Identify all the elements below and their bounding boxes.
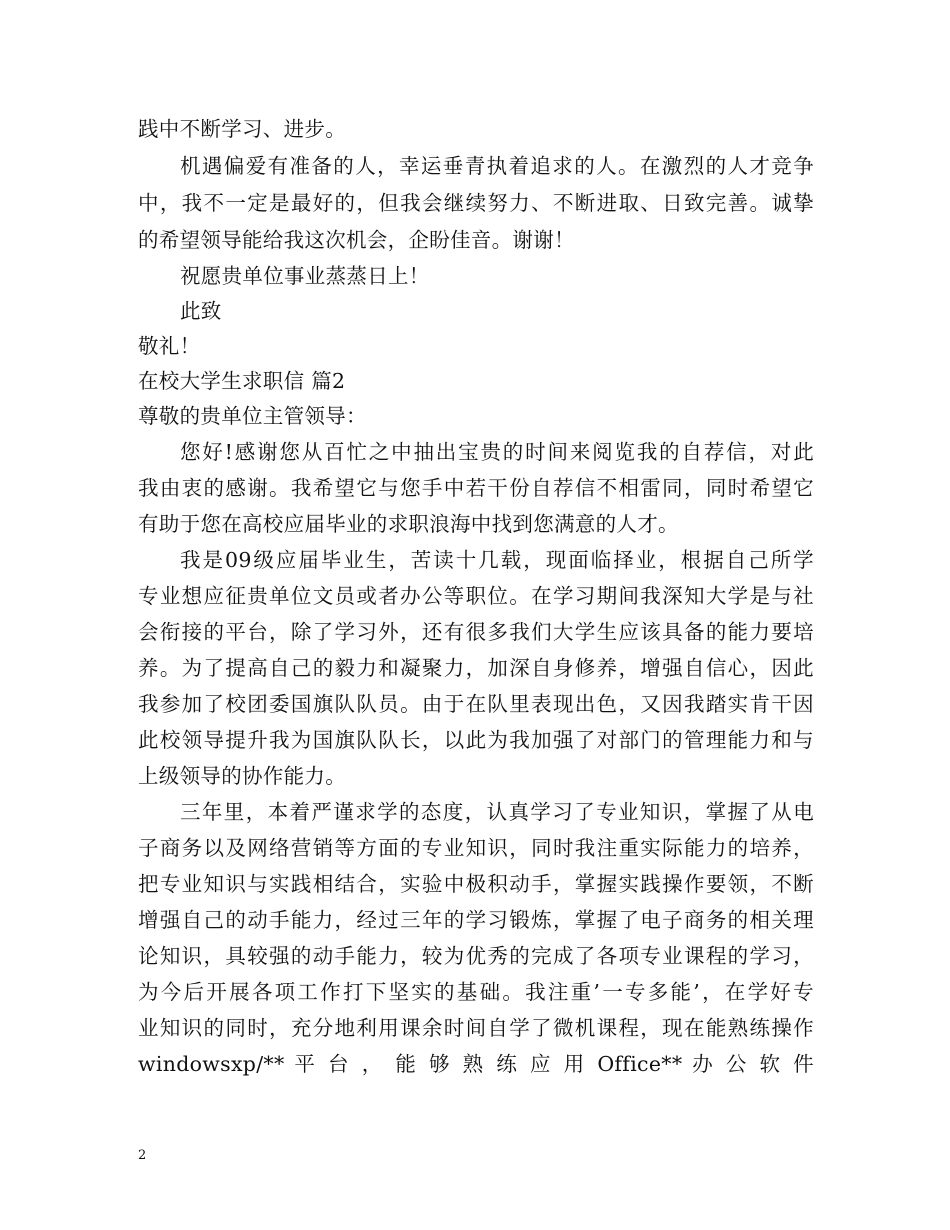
body-line: 此校领导提升我为国旗队队长，以此为我加强了对部门的管理能力和与 — [138, 728, 814, 752]
salutation: 尊敬的贵单位主管领导： — [138, 404, 367, 428]
body-line: 我由衷的感谢。我希望它与您手中若干份自荐信不相雷同，同时希望它 — [138, 476, 814, 500]
paragraph-first-line: 三年里，本着严谨求学的态度，认真学习了专业知识，掌握了从电 — [180, 800, 814, 824]
paragraph-first-line: 机遇偏爱有准备的人，幸运垂青执着追求的人。在激烈的人才竞争 — [180, 154, 814, 178]
body-line: windowsxp/** 平 台 ， 能 够 熟 练 应 用 Office** 办 公 软 件 — [138, 1052, 814, 1076]
closing-cizhi: 此致 — [180, 299, 222, 323]
body-line: 中，我不一定是最好的，但我会继续努力、不断进取、日致完善。诚挚 — [138, 191, 814, 215]
section-heading: 在校大学生求职信 篇2 — [138, 369, 346, 393]
paragraph-first-line: 我是09级应届毕业生，苦读十几载，现面临择业，根据自己所学 — [180, 548, 814, 572]
body-line: 业知识的同时，充分地利用课余时间自学了微机课程，现在能熟练操作 — [138, 1016, 814, 1040]
page-number: 2 — [138, 1148, 147, 1163]
body-line: 增强自己的动手能力，经过三年的学习锻炼，掌握了电子商务的相关理 — [138, 908, 814, 932]
body-line: 会衔接的平台，除了学习外，还有很多我们大学生应该具备的能力要培 — [138, 620, 814, 644]
body-line: 养。为了提高自己的毅力和凝聚力，加深自身修养，增强自信心，因此 — [138, 656, 814, 680]
paragraph-first-line: 您好!感谢您从百忙之中抽出宝贵的时间来阅览我的自荐信，对此 — [180, 440, 814, 464]
body-line: 专业想应征贵单位文员或者办公等职位。在学习期间我深知大学是与社 — [138, 584, 814, 608]
body-line: 上级领导的协作能力。 — [138, 764, 346, 788]
closing-jingli: 敬礼！ — [138, 334, 201, 358]
body-line: 论知识，具较强的动手能力，较为优秀的完成了各项专业课程的学习， — [138, 944, 814, 968]
body-line: 子商务以及网络营销等方面的专业知识，同时我注重实际能力的培养， — [138, 836, 814, 860]
closing-wish: 祝愿贵单位事业蒸蒸日上！ — [180, 264, 430, 288]
body-line: 的希望领导能给我这次机会，企盼佳音。谢谢！ — [138, 228, 575, 252]
body-line: 践中不断学习、进步。 — [138, 117, 346, 141]
body-line: 为今后开展各项工作打下坚实的基础。我注重’一专多能’，在学好专 — [138, 980, 814, 1004]
body-line: 把专业知识与实践相结合，实验中极积动手，掌握实践操作要领，不断 — [138, 872, 814, 896]
body-line: 我参加了校团委国旗队队员。由于在队里表现出色，又因我踏实肯干因 — [138, 692, 814, 716]
body-line: 有助于您在高校应届毕业的求职浪海中找到您满意的人才。 — [138, 512, 679, 536]
